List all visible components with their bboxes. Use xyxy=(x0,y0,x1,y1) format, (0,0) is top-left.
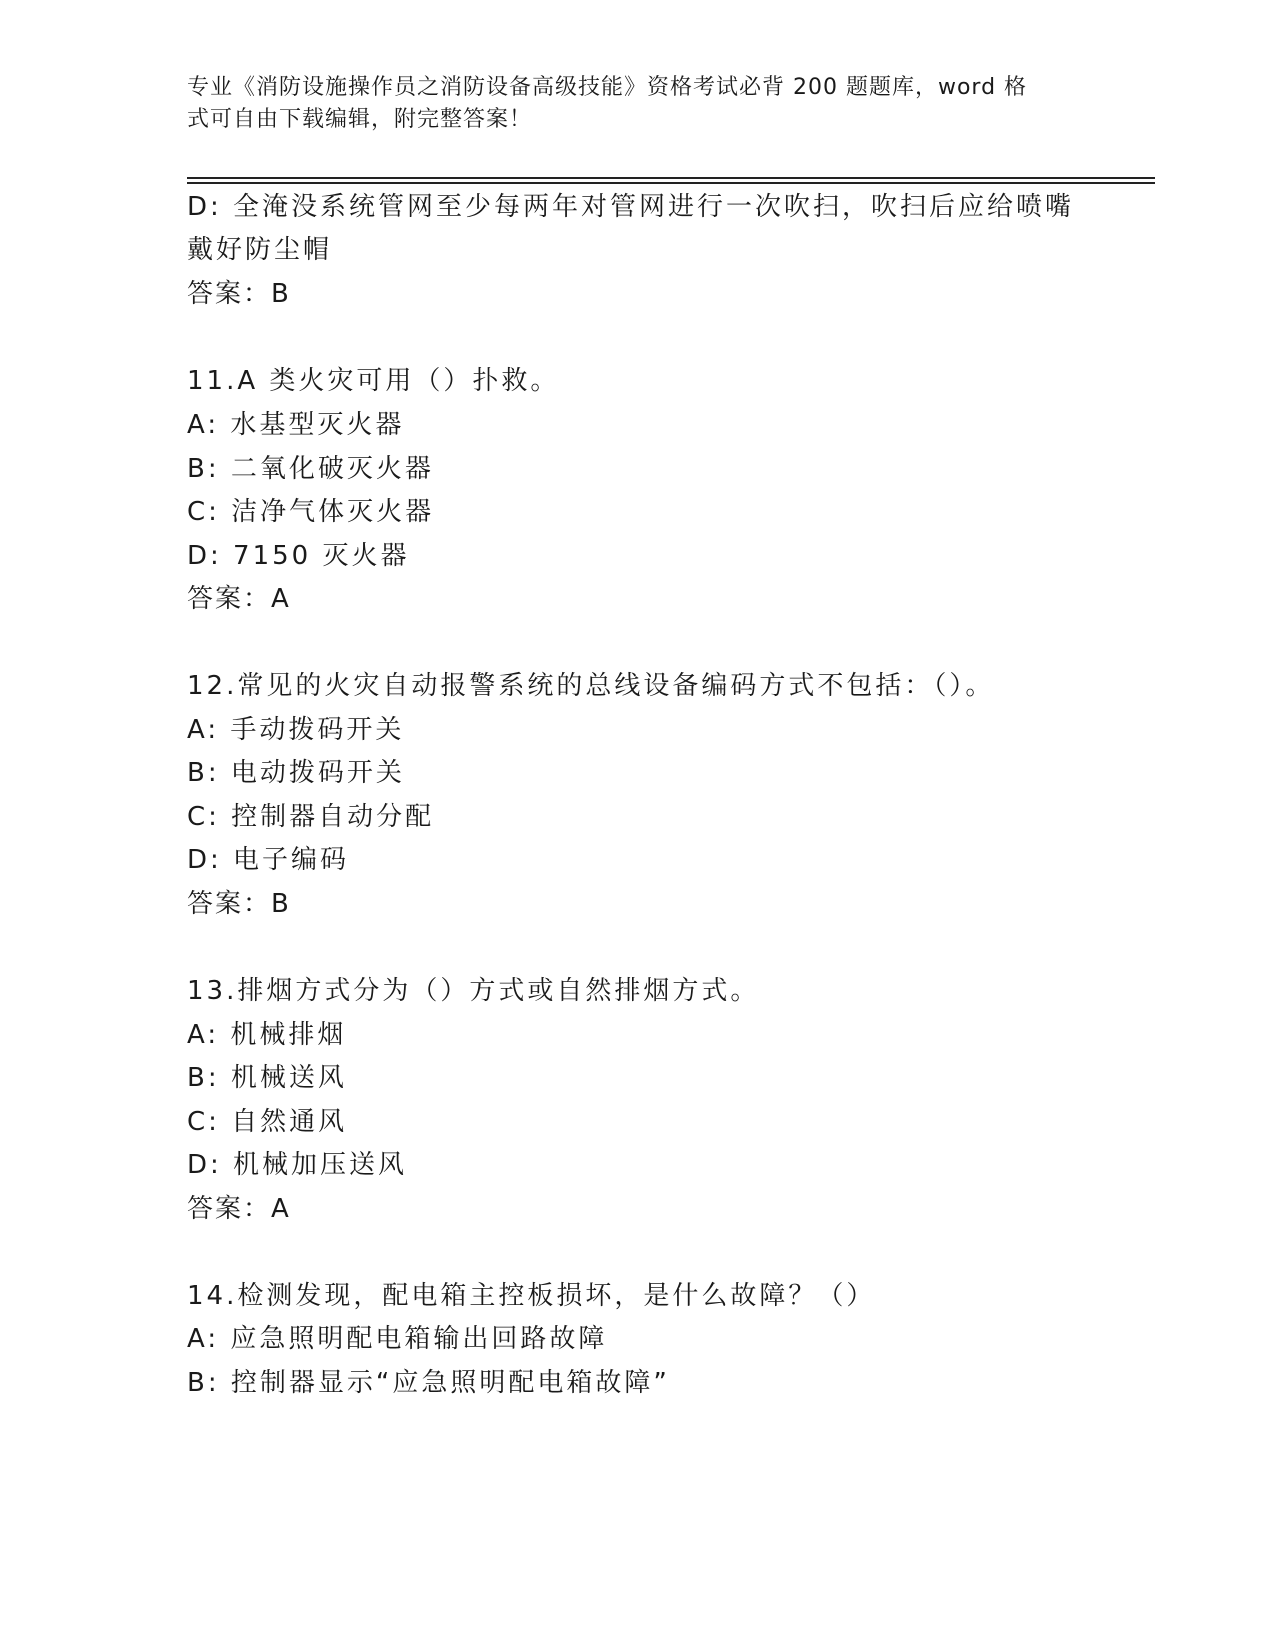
question-11-answer: 答案：A xyxy=(187,584,291,614)
header-divider-bottom xyxy=(187,182,1155,184)
document-header xyxy=(187,72,1087,136)
question-11-option-c: C: 洁净气体灭火器 xyxy=(187,497,435,527)
header-title-line-1: 专业《消防设施操作员之消防设备高级技能》资格考试必背 200 题题库，word 格 xyxy=(187,75,1028,100)
question-14-option-b: B: 控制器显示“应急照明配电箱故障” xyxy=(187,1368,670,1398)
question-13-option-b: B: 机械送风 xyxy=(187,1063,347,1093)
question-12-option-a: A: 手动拨码开关 xyxy=(187,715,405,745)
question-12-option-d: D: 电子编码 xyxy=(187,845,350,875)
question-13-stem: 13.排烟方式分为（）方式或自然排烟方式。 xyxy=(187,976,760,1006)
question-14-option-a: A: 应急照明配电箱输出回路故障 xyxy=(187,1324,608,1354)
question-13-option-d: D: 机械加压送风 xyxy=(187,1150,408,1180)
question-13-option-a: A: 机械排烟 xyxy=(187,1020,347,1050)
question-11-option-a: A: 水基型灭火器 xyxy=(187,410,405,440)
question-12-option-b: B: 电动拨码开关 xyxy=(187,758,405,788)
prev-option-d-line-1: D: 全淹没系统管网至少每两年对管网进行一次吹扫，吹扫后应给喷嘴 xyxy=(187,192,1075,222)
header-title-line-2: 式可自由下载编辑，附完整答案！ xyxy=(187,107,533,132)
question-12-stem: 12.常见的火灾自动报警系统的总线设备编码方式不包括：（）。 xyxy=(187,671,995,701)
question-13-answer: 答案：A xyxy=(187,1194,291,1224)
question-14-stem: 14.检测发现，配电箱主控板损坏，是什么故障？（） xyxy=(187,1281,876,1311)
header-divider-top xyxy=(187,177,1155,179)
prev-answer: 答案：B xyxy=(187,279,291,309)
question-11-option-d: D: 7150 灭火器 xyxy=(187,541,410,571)
question-12-option-c: C: 控制器自动分配 xyxy=(187,802,435,832)
question-11-stem: 11.A 类火灾可用（）扑救。 xyxy=(187,366,560,396)
question-12-answer: 答案：B xyxy=(187,889,291,919)
question-11-option-b: B: 二氧化破灭火器 xyxy=(187,454,434,484)
prev-option-d-line-2: 戴好防尘帽 xyxy=(187,235,333,265)
question-13-option-c: C: 自然通风 xyxy=(187,1107,348,1137)
